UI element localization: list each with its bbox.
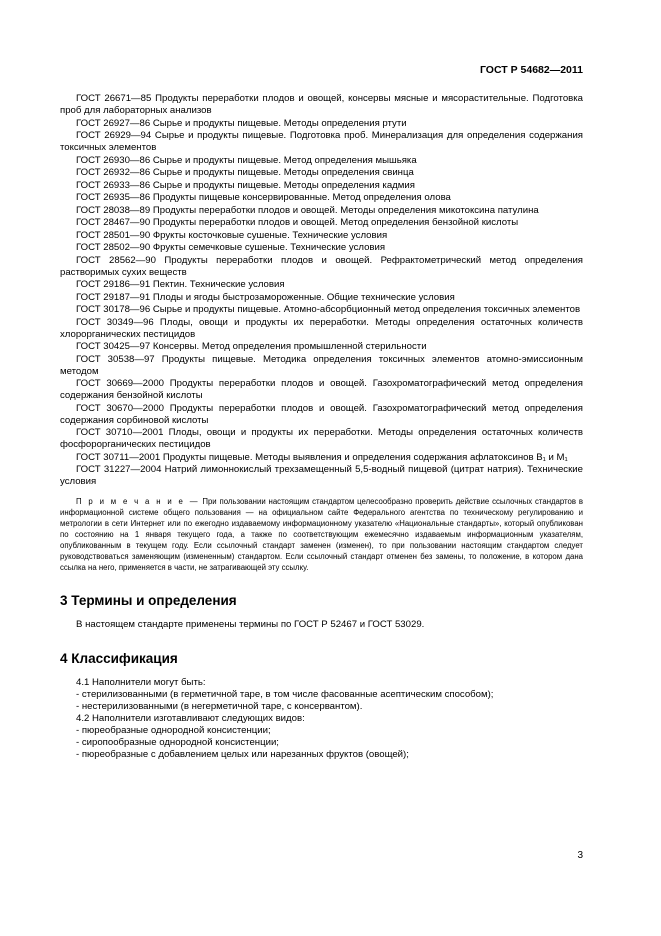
reference-item: ГОСТ 26671—85 Продукты переработки плодов и овощей, консервы мясные и мясорастительные. Подготовка проб для лабораторных анализов (60, 93, 583, 116)
reference-item: ГОСТ 26927—86 Сырье и продукты пищевые. Методы определения ртути (76, 117, 407, 129)
page-content (60, 93, 583, 761)
page-number: 3 (577, 850, 583, 861)
note (60, 496, 583, 573)
list-item: - нестерилизованными (в негерметичной таре, с консервантом). (76, 701, 363, 712)
section-4-title: 4 Классификация (60, 651, 178, 666)
section-3-text: В настоящем стандарте применены термины по ГОСТ Р 52467 и ГОСТ 53029. (76, 619, 425, 630)
reference-item: ГОСТ 30425—97 Консервы. Метод определения промышленной стерильности (76, 341, 427, 352)
page-header: ГОСТ Р 54682—2011 (479, 64, 583, 76)
reference-item: ГОСТ 29187—91 Плоды и ягоды быстрозамороженные. Общие технические условия (76, 291, 455, 303)
list-item: - стерилизованными (в герметичной таре, в том числе фасованные асептическим способом); (76, 689, 494, 700)
section-3-title: 3 Термины и определения (60, 593, 237, 608)
note-text: При пользовании настоящим стандартом целесообразно проверить действие ссылочных стандартов в информационной системе общего пользования — на официальном сайте Федерального агентства по техническому регулированию и метрологии в сети Интернет или по ежегодно издаваемому информационному указателю «Национальные стандарты», который опубликован по состоянию на 1 января текущего года, а также по соответствующим ежемесячно издаваемым информационным указателям, опубликованным в текущем году. Если ссылочный стандарт заменен (изменен), то при пользовании настоящим стандартом следует руководствоваться заменяющим (измененным) стандартом. Если ссылочный стандарт отменен без замены, то положение, в котором дана ссылка на него, применяется в части, не затрагивающей эту ссылку. (60, 497, 583, 572)
reference-item: ГОСТ 30670—2000 Продукты переработки плодов и овощей. Газохроматографический метод определения содержания сорбиновой кислоты (60, 402, 583, 426)
reference-item: ГОСТ 26932—86 Сырье и продукты пищевые. Методы определения свинца (76, 167, 414, 178)
reference-item: ГОСТ 30710—2001 Плоды, овощи и продукты их переработки. Методы определения остаточных количеств фосфорорганических пестицидов (60, 427, 583, 450)
reference-item: ГОСТ 31227—2004 Натрий лимоннокислый трехзамещенный 5,5-водный пищевой (цитрат натрия). Технические условия (60, 464, 583, 487)
reference-item: ГОСТ 26929—94 Сырье и продукты пищевые. Подготовка проб. Минерализация для определения содержания токсичных элементов (60, 130, 583, 153)
list-item: - сиропообразные однородной консистенции; (76, 737, 279, 748)
note-label: П р и м е ч а н и е — (76, 497, 200, 506)
reference-item: ГОСТ 26930—86 Сырье и продукты пищевые. Метод определения мышьяка (76, 154, 417, 166)
reference-item: ГОСТ 30178—96 Сырье и продукты пищевые. Атомно-абсорбционный метод определения токсичных элементов (76, 304, 581, 315)
list-item: - пюреобразные с добавлением целых или нарезанных фруктов (овощей); (76, 749, 409, 760)
reference-item: ГОСТ 30538—97 Продукты пищевые. Методика определения токсичных элементов атомно-эмиссионным методом (60, 353, 583, 377)
clause-4-1: 4.1 Наполнители могут быть: (76, 677, 206, 688)
reference-item: ГОСТ 28038—89 Продукты переработки плодов и овощей. Методы определения микотоксина патулина (76, 204, 539, 216)
clause-4-2: 4.2 Наполнители изготавливают следующих видов: (76, 713, 305, 724)
reference-item: ГОСТ 29186—91 Пектин. Технические условия (76, 279, 285, 290)
reference-item: ГОСТ 30349—96 Плоды, овощи и продукты их переработки. Методы определения остаточных количеств хлорорганических пестицидов (60, 316, 583, 340)
reference-item: ГОСТ 30711—2001 Продукты пищевые. Методы выявления и определения содержания афлатоксинов B₁ и M₁ (76, 451, 568, 463)
reference-item: ГОСТ 30669—2000 Продукты переработки плодов и овощей. Газохроматографический метод определения содержания бензойной кислоты (60, 378, 583, 401)
normative-references-list (60, 93, 583, 488)
reference-item: ГОСТ 28562—90 Продукты переработки плодов и овощей. Рефрактометрический метод определения растворимых сухих веществ (60, 254, 583, 278)
reference-item: ГОСТ 26935—86 Продукты пищевые консервированные. Метод определения олова (76, 192, 451, 203)
list-item: - пюреобразные однородной консистенции; (76, 725, 271, 736)
reference-item: ГОСТ 28467—90 Продукты переработки плодов и овощей. Метод определения бензойной кислоты (76, 217, 519, 228)
reference-item: ГОСТ 28501—90 Фрукты косточковые сушеные. Технические условия (76, 229, 388, 241)
reference-item: ГОСТ 28502—90 Фрукты семечковые сушеные. Технические условия (76, 242, 386, 253)
reference-item: ГОСТ 26933—86 Сырье и продукты пищевые. Методы определения кадмия (76, 179, 415, 191)
